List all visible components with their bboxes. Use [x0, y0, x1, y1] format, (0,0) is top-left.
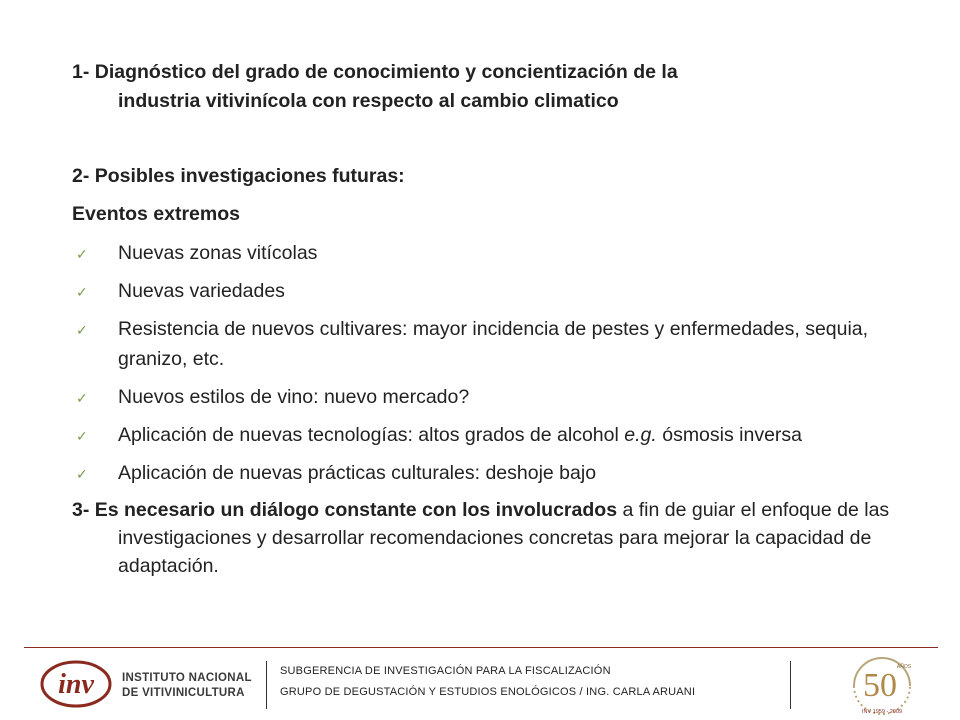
slide-content: [72, 58, 912, 580]
item-3: [72, 496, 912, 580]
inv-logo-icon: [40, 660, 112, 708]
footer-department: [280, 661, 695, 703]
seal-number: 50: [863, 667, 897, 704]
list-item: ✓ Resistencia de nuevos cultivares: mayor incidencia de pestes y enfermedades, sequia, granizo, etc.: [72, 314, 912, 374]
item-3-rest: a fin de guiar el enfoque de las investigaciones y desarrollar recomendaciones concretas para mejorar la capacidad de adaptación.: [118, 499, 890, 577]
item-2-heading: 2- Posibles investigaciones futuras:: [72, 165, 405, 187]
list-item: ✓ Nuevas variedades: [72, 276, 912, 306]
seal-small-text: AÑOS: [896, 664, 912, 670]
department-line-1: SUBGERENCIA DE INVESTIGACIÓN PARA LA FISCALIZACIÓN: [280, 665, 611, 677]
checkmark-icon: ✓: [76, 390, 88, 406]
anniversary-seal-icon: [846, 652, 918, 718]
checkmark-icon: ✓: [76, 246, 88, 262]
institute-line-1: INSTITUTO NACIONAL: [122, 672, 252, 684]
footer-separator-left: [266, 661, 267, 709]
list-item: ✓ Aplicación de nuevas tecnologías: altos grados de alcohol e.g. ósmosis inversa: [72, 420, 912, 450]
checkmark-icon: ✓: [76, 322, 88, 338]
department-line-2: GRUPO DE DEGUSTACIÓN Y ESTUDIOS ENOLÓGICOS / ING. CARLA ARUANI: [280, 686, 696, 698]
footer-divider: [24, 647, 938, 648]
list-item: ✓ Nuevas zonas vitícolas: [72, 238, 912, 268]
item-1: [72, 58, 912, 116]
item-2-subheading: Eventos extremos: [72, 203, 240, 225]
item-1-line-2: industria vitivinícola con respecto al cambio climatico: [118, 90, 619, 112]
seal-years: INV 1959 - 2009: [861, 709, 903, 715]
eg-abbrev: e.g.: [624, 424, 657, 446]
institute-name: [122, 671, 252, 701]
checkmark-icon: ✓: [76, 466, 88, 482]
bullet-list: [72, 238, 912, 488]
footer-separator-right: [790, 661, 791, 709]
list-item: ✓ Aplicación de nuevas prácticas culturales: deshoje bajo: [72, 458, 912, 488]
item-3-bold: 3- Es necesario un diálogo constante con los involucrados: [72, 499, 618, 521]
list-item: ✓ Nuevos estilos de vino: nuevo mercado?: [72, 382, 912, 412]
item-1-line-1: 1- Diagnóstico del grado de conocimiento y concientización de la: [72, 61, 678, 83]
checkmark-icon: ✓: [76, 284, 88, 300]
logo-mark-text: inv: [58, 669, 94, 700]
institute-line-2: DE VITIVINICULTURA: [122, 687, 245, 699]
checkmark-icon: ✓: [76, 428, 88, 444]
